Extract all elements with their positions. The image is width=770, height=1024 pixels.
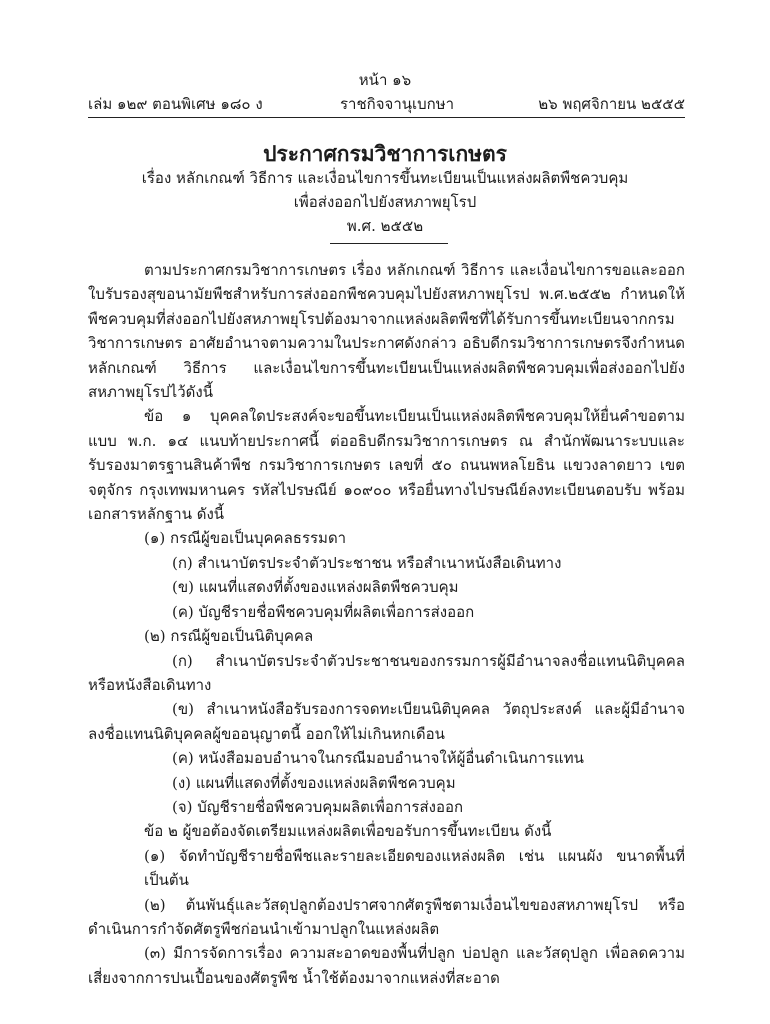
clause-1-item-2: (๒) กรณีผู้ขอเป็นนิติบุคคล [144,627,314,646]
subject-line-2: เพื่อส่งออกไปยังสหภาพยุโรป [293,193,477,211]
clause-1-item-2-d: (ง) แผนที่แสดงที่ตั้งของแหล่งผลิตพืชควบคุม [172,773,456,792]
clause-1-item-1-a: (ก) สำเนาบัตรประจำตัวประชาชน หรือสำเนาหนังสือเดินทาง [172,553,562,572]
volume-issue: เล่ม ๑๒๙ ตอนพิเศษ ๑๘๐ ง [88,95,263,113]
title-divider [330,243,448,244]
clause-1: ข้อ ๑ บุคคลใดประสงค์จะขอขึ้นทะเบียนเป็นแหล่งผลิตพืชควบคุมให้ยื่นคำขอตามแบบ พ.ก. ๑๔ แนบท้ายประกาศนี้ ต่ออธิบดีกรมวิชาการเกษตร ณ สำนักพัฒนาระบบและรับรองมาตรฐานสินค้าพืช กรมวิชาการเกษตร เลขที่ ๕๐ ถนนพหลโยธิน แขวงลาดยาว เขตจตุจักร กรุงเทพมหานคร รหัสไปรษณีย์ ๑๐๙๐๐ หรือยื่นทางไปรษณีย์ลงทะเบียนตอบรับ พร้อมเอกสารหลักฐาน ดังนี้ [88,407,685,524]
gazette-header [88,94,685,116]
clause-2-item-2: (๒) ต้นพันธุ์และวัสดุปลูกต้องปราศจากศัตรูพืชตามเงื่อนไขของสหภาพยุโรป หรือดำเนินการกำจัดศัตรูพืชก่อนนำเข้ามาปลูกในแหล่งผลิต [88,895,685,938]
preamble-paragraph: ตามประกาศกรมวิชาการเกษตร เรื่อง หลักเกณฑ์ วิธีการ และเงื่อนไขการขอและออกใบรับรองสุขอนามัยพืชสำหรับการส่งออกพืชควบคุมไปยังสหภาพยุโรป พ.ศ.๒๕๕๒ กำหนดให้พืชควบคุมที่ส่งออกไปยังสหภาพยุโรปต้องมาจากแหล่งผลิตพืชที่ได้รับการขึ้นทะเบียนจากกรมวิชาการเกษตร อาศัยอำนาจตามความในประกาศดังกล่าว อธิบดีกรมวิชาการเกษตรจึงกำหนดหลักเกณฑ์ วิธีการ และเงื่อนไขการขึ้นทะเบียนเป็นแหล่งผลิตพืชควบคุมเพื่อส่งออกไปยังสหภาพยุโรปไว้ดังนี้ [88,261,685,402]
page-number: หน้า ๑๖ [358,71,412,89]
clause-1-item-2-e: (จ) บัญชีรายชื่อพืชควบคุมผลิตเพื่อการส่งออก [172,797,464,816]
clause-2-item-1: (๑) จัดทำบัญชีรายชื่อพืชและรายละเอียดของแหล่งผลิต เช่น แผนผัง ขนาดพื้นที่ เป็นต้น [144,846,685,890]
clause-1-item-1-b: (ข) แผนที่แสดงที่ตั้งของแหล่งผลิตพืชควบคุม [172,578,459,597]
document-subject [0,166,770,238]
clause-2: ข้อ ๒ ผู้ขอต้องจัดเตรียมแหล่งผลิตเพื่อขอรับการขึ้นทะเบียน ดังนี้ [144,822,552,841]
clause-1-item-2-a: (ก) สำเนาบัตรประจำตัวประชาชนของกรรมการผู้มีอำนาจลงชื่อแทนนิติบุคคลหรือหนังสือเดินทาง [88,651,685,694]
clause-1-item-2-c: (ค) หนังสือมอบอำนาจในกรณีมอบอำนาจให้ผู้อื่นดำเนินการแทน [172,749,584,768]
clause-2-item-3: (๓) มีการจัดการเรื่อง ความสะอาดของพื้นที่ปลูก บ่อปลูก และวัสดุปลูก เพื่อลดความเสี่ยงจากการปนเปื้อนของศัตรูพืช น้ำใช้ต้องมาจากแหล่งที่สะอาด [88,944,685,987]
clause-1-item-1-c: (ค) บัญชีรายชื่อพืชควบคุมที่ผลิตเพื่อการส่งออก [172,602,475,621]
document-body [88,258,685,990]
clause-1-item-1: (๑) กรณีผู้ขอเป็นบุคคลธรรมดา [144,529,347,548]
document-title: ประกาศกรมวิชาการเกษตร [263,141,507,166]
publication-date: ๒๖ พฤศจิกายน ๒๕๕๕ [538,95,685,113]
clause-1-item-2-b: (ข) สำเนาหนังสือรับรองการจดทะเบียนนิติบุคคล วัตถุประสงค์ และผู้มีอำนาจลงชื่อแทนนิติบุคคลผู้ขออนุญาตนี้ ออกให้ไม่เกินหกเดือน [88,700,685,743]
gazette-name: ราชกิจจานุเบกษา [340,95,455,113]
header-divider [88,117,685,118]
subject-year: พ.ศ. ๒๕๕๒ [346,217,424,235]
subject-line-1: เรื่อง หลักเกณฑ์ วิธีการ และเงื่อนไขการขึ้นทะเบียนเป็นแหล่งผลิตพืชควบคุม [141,169,629,187]
